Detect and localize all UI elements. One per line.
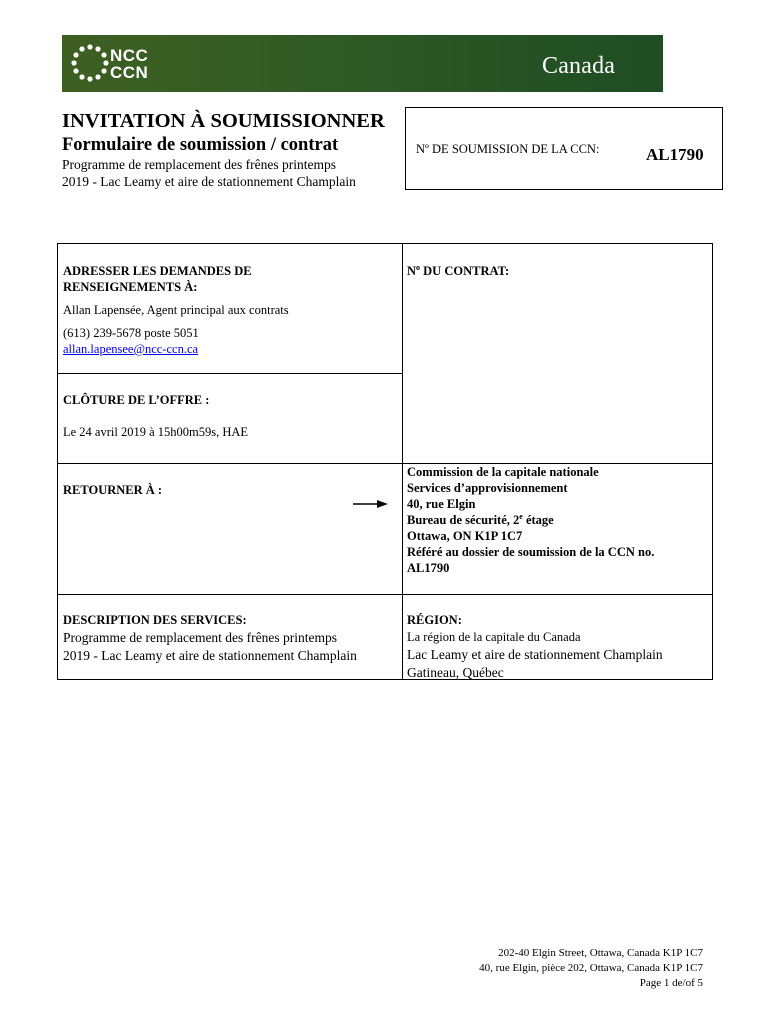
inquiries-contact: Allan Lapensée, Agent principal aux contrats: [63, 303, 289, 317]
page-title: INVITATION À SOUMISSIONNER: [62, 110, 385, 132]
return-address-line4: [407, 512, 654, 528]
contract-label-suffix: DU CONTRAT:: [420, 264, 510, 278]
region-line1: La région de la capitale du Canada: [407, 630, 581, 644]
logo-text-ncc: NCC: [110, 46, 149, 65]
return-address-line7: AL1790: [407, 561, 450, 575]
canada-flag-icon: [668, 55, 680, 65]
return-address-line6: Référé au dossier de soumission de la CCN no.: [407, 545, 655, 559]
row-divider-description: [58, 594, 712, 595]
return-address-line4-suffix: étage: [522, 513, 554, 527]
ncc-logo-icon: [70, 43, 110, 83]
contract-label-prefix: N: [407, 264, 417, 278]
description-heading: DESCRIPTION DES SERVICES:: [63, 613, 247, 627]
solicitation-number-value: AL1790: [646, 145, 704, 164]
closing-heading: CLÔTURE DE L’OFFRE :: [63, 393, 210, 407]
footer-address-en: 202-40 Elgin Street, Ottawa, Canada K1P 1C7: [498, 947, 703, 959]
description-line1: Programme de remplacement des frênes printemps: [63, 630, 338, 645]
inquiries-email-link[interactable]: allan.lapensee@ncc-ccn.ca: [63, 342, 199, 356]
closing-date: Le 24 avril 2019 à 15h00m59s, HAE: [63, 425, 249, 439]
column-divider: [402, 244, 403, 679]
return-address-line4-sup: e: [519, 511, 523, 521]
region-lines: [407, 646, 663, 682]
contract-label-sup: o: [416, 262, 421, 272]
inquiries-heading-line1: ADRESSER LES DEMANDES DE: [63, 264, 252, 278]
solicitation-number-box: [405, 107, 723, 190]
return-address-line3: 40, rue Elgin: [407, 497, 476, 511]
page-footer: [479, 946, 703, 991]
project-name: [62, 156, 397, 190]
canada-wordmark: Canada: [542, 53, 616, 79]
return-address: [407, 464, 654, 576]
inquiries-heading-line2: RENSEIGNEMENTS À:: [63, 280, 198, 294]
inquiries-heading: [63, 263, 252, 295]
region-heading: RÉGION:: [407, 613, 462, 627]
row-divider-inquiries: [58, 373, 402, 374]
description-text: [63, 629, 357, 665]
header-banner: [62, 35, 663, 92]
region-line3: Gatineau, Québec: [407, 665, 504, 680]
return-address-line4-prefix: Bureau de sécurité, 2: [407, 513, 520, 527]
logo-text-ccn: CCN: [110, 63, 149, 82]
page-number: Page 1 de/of 5: [639, 977, 703, 989]
return-address-line2: Services d’approvisionnement: [407, 481, 568, 495]
description-line2: 2019 - Lac Leamy et aire de stationnement Champlain: [63, 648, 357, 663]
solicitation-number-label: Nº DE SOUMISSION DE LA CCN:: [416, 142, 600, 156]
inquiries-phone: (613) 239-5678 poste 5051: [63, 326, 199, 340]
project-name-line1: Programme de remplacement des frênes printemps: [62, 157, 337, 172]
right-arrow-icon: [353, 499, 389, 509]
return-heading: RETOURNER À :: [63, 483, 163, 497]
page-subtitle: Formulaire de soumission / contrat: [62, 135, 339, 155]
contract-number-label: [407, 263, 509, 279]
region-line2: Lac Leamy et aire de stationnement Champlain: [407, 647, 663, 662]
project-name-line2: 2019 - Lac Leamy et aire de stationnement Champlain: [62, 174, 356, 189]
form-table: [57, 243, 713, 680]
return-address-line5: Ottawa, ON K1P 1C7: [407, 529, 523, 543]
return-address-line1: Commission de la capitale nationale: [407, 465, 599, 479]
footer-address-fr: 40, rue Elgin, pièce 202, Ottawa, Canada K1P 1C7: [479, 962, 703, 974]
